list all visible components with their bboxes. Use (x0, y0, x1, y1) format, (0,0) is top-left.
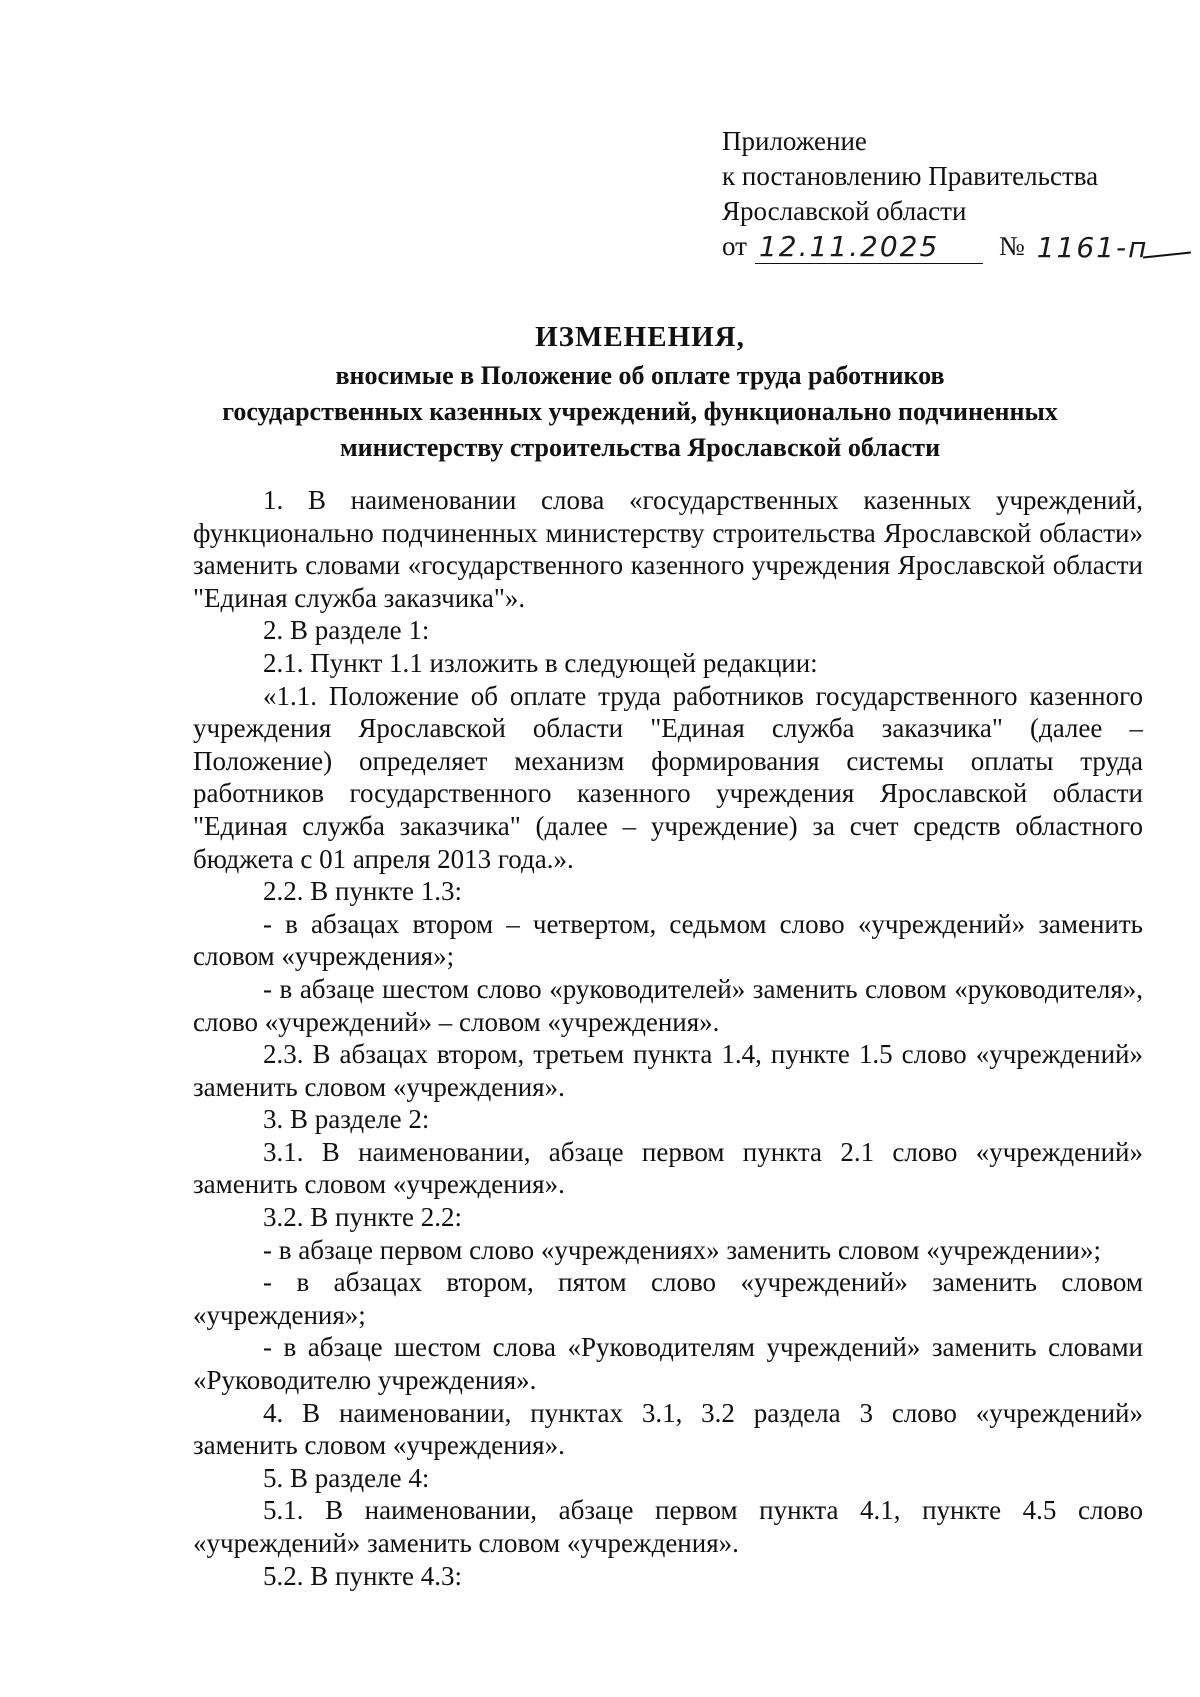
number-label: № (998, 231, 1025, 261)
paragraph: - в абзаце шестом слова «Руководителям учреждений» заменить словами «Руководителю учреждения». (193, 1332, 1143, 1396)
paragraph: 4. В наименовании, пунктах 3.1, 3.2 раздела 3 слово «учреждений» заменить словом «учреждения». (193, 1397, 1143, 1461)
region-name: Ярославской области (722, 196, 967, 226)
paragraph: 5.1. В наименовании, абзаце первом пункта 4.1, пункте 4.5 слово «учреждений» заменить словом «учреждения». (193, 1495, 1143, 1558)
paragraph: «1.1. Положение об оплате труда работников государственного казенного учреждения Ярославской области "Единая служба заказчика" (далее – Положение) определяет механизм формирования системы оплаты труда работников государственного казенного учреждения Ярославской области "Единая служба заказчика" (далее – учреждение) за счет средств областного бюджета с 01 апреля 2013 года.». (193, 680, 1143, 874)
title-line-1: вносимые в Положение об оплате труда работников (335, 361, 945, 390)
paragraph: 3. В разделе 2: (263, 1104, 430, 1135)
paragraph: - в абзаце первом слово «учреждениях» заменить словом «учреждении»; (263, 1234, 1102, 1265)
title-line-2: государственных казенных учреждений, функционально подчиненных (222, 397, 1058, 426)
handwritten-date: 12.11.2025 (755, 231, 983, 264)
paragraph: - в абзацах втором – четвертом, седьмом слово «учреждений» заменить словом «учреждения»; (193, 908, 1143, 972)
paragraph: 3.1. В наименовании, абзаце первом пункта 2.1 слово «учреждений» заменить словом «учреждения». (193, 1136, 1143, 1200)
document-body (193, 484, 1143, 1592)
title-line-3: министерству строительства Ярославской области (339, 433, 941, 462)
title-main: ИЗМЕНЕНИЯ, (535, 321, 745, 353)
paragraph: 5. В разделе 4: (263, 1462, 430, 1493)
paragraph: 3.2. В пункте 2.2: (263, 1202, 462, 1233)
signature-stroke (1143, 251, 1191, 258)
paragraph: - в абзаце шестом слово «руководителей» заменить словом «руководителя», слово «учреждений» – словом «учреждения». (193, 973, 1143, 1037)
appendix-header (722, 124, 1151, 264)
handwritten-number (1033, 232, 1151, 264)
paragraph: 2. В разделе 1: (263, 615, 430, 646)
from-label: от (722, 231, 747, 261)
paragraph: 5.2. В пункте 4.3: (263, 1560, 462, 1591)
paragraph: 2.3. В абзацах втором, третьем пункта 1.4, пункте 1.5 слово «учреждений» заменить словом «учреждения». (193, 1039, 1143, 1102)
paragraph: - в абзацах втором, пятом слово «учреждений» заменить словом «учреждения»; (193, 1267, 1143, 1330)
resolution-reference: к постановлению Правительства (722, 161, 1099, 191)
paragraph: 1. В наименовании слова «государственных казенных учреждений, функционально подчиненных министерству строительства Ярославской области» заменить словами «государственного казенного учреждения Ярославской области "Единая служба заказчика"». (193, 485, 1143, 613)
appendix-label: Приложение (722, 126, 867, 156)
paragraph: 2.1. Пункт 1.1 изложить в следующей редакции: (263, 647, 818, 678)
handwritten-number-text: 1161-п (1036, 231, 1149, 264)
date-number-line (722, 229, 1151, 264)
document-title (180, 318, 1100, 464)
paragraph: 2.2. В пункте 1.3: (263, 876, 462, 907)
